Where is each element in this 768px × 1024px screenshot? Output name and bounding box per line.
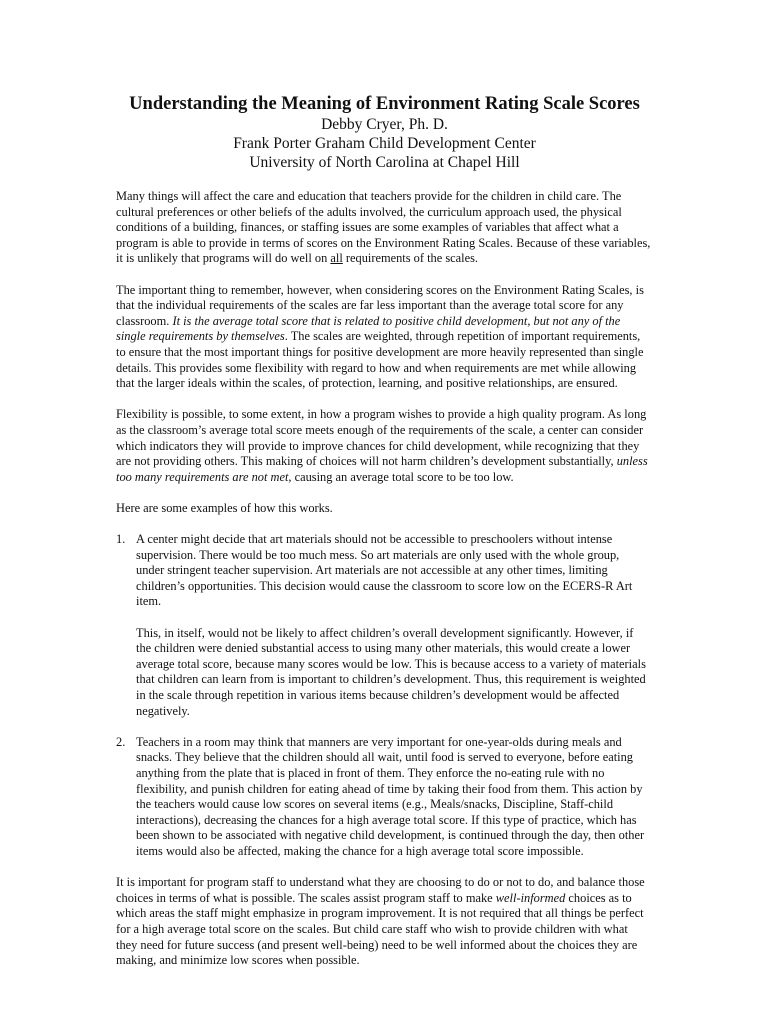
- text-line: [116, 470, 653, 486]
- text-line: It is important for program staff to understand what they are choosing to do or not to do, and balance those: [116, 875, 645, 890]
- paragraph-average-score: [116, 283, 653, 392]
- text-line: making, and minimize low scores when possible.: [116, 953, 360, 968]
- text-line: cultural preferences or other beliefs of the adults involved, the curriculum approach used, the physical: [116, 204, 622, 219]
- italic-text: It is the average total score that is related to positive child development, but not any of the: [172, 313, 621, 328]
- text-line: Teachers in a room may think that manners are very important for one-year-olds during meals and: [136, 734, 622, 749]
- paragraph-examples-intro: [116, 501, 653, 517]
- italic-text: well-informed: [495, 890, 566, 905]
- text-line: in the scale through repetition in various items because children’s development would be affected: [136, 688, 620, 702]
- text-run: are not providing others. This making of choices will not harm children’s development substantially,: [116, 454, 617, 469]
- text-line: flexibility, and punish children for eating ahead of time by taking their food from them. This action by: [136, 781, 643, 796]
- text-line: conditions of a building, finances, or staffing issues are some examples of variables that affect what a: [116, 220, 619, 235]
- text-line: that the individual requirements of the scales are far less important than the average total score for any: [116, 298, 624, 313]
- text-line: which areas the staff might emphasize in program improvement. It is not required that all things be perfect: [116, 906, 644, 921]
- list-item-manners: [116, 735, 653, 860]
- list-number: 2.: [116, 734, 126, 749]
- text-run: choices as to: [565, 890, 632, 905]
- text-line: [116, 314, 653, 330]
- text-line: A center might decide that art materials should not be accessible to preschoolers without intense: [136, 532, 613, 547]
- text-line: as the classroom’s average total score meets enough of the requirements of the scale, a center can consider: [116, 422, 644, 437]
- text-run: , causing an average total score to be too low.: [288, 469, 514, 484]
- organization-name: Frank Porter Graham Child Development Center: [233, 135, 536, 152]
- text-line: the teachers would cause low scores on several items (e.g., Meals/snacks, Discipline, Staff-child: [136, 797, 614, 812]
- text-line: details. This provides some flexibility with regard to how and when requirements are met while allowing: [116, 360, 637, 375]
- text-line: negatively.: [136, 703, 190, 718]
- text-line: [116, 251, 653, 267]
- text-run: requirements of the scales.: [342, 251, 479, 266]
- text-line: snacks. They believe that the children should all wait, until food is served to everyone, before eating: [136, 750, 633, 765]
- text-line: that children can learn from is important to children’s development. Thus, this requirement is weighted: [136, 672, 646, 687]
- text-line: [116, 891, 653, 907]
- italic-text: single requirements by themselves: [116, 329, 285, 344]
- text-line: program is able to provide in terms of scores on the Environment Rating Scales. Because of these variables,: [116, 235, 651, 250]
- text-line: the children were denied substantial access to using many other materials, this would create a lower: [136, 641, 631, 656]
- text-line: average total score, because many scores would be low. This is because access to a variety of materials: [136, 656, 646, 671]
- text-run: choices in terms of what is possible. The scales assist program staff to make: [116, 890, 496, 905]
- paragraph-intro: [116, 189, 653, 267]
- text-line: Flexibility is possible, to some extent, in how a program wishes to provide a high quality program. As long: [116, 407, 647, 422]
- text-line: to ensure that the most important things for positive development are more heavily represented than single: [116, 344, 644, 359]
- university-name: University of North Carolina at Chapel Hill: [249, 154, 520, 171]
- text-line: item.: [136, 594, 162, 609]
- text-line: The important thing to remember, however, when considering scores on the Environment Rating Scales, is: [116, 282, 644, 297]
- text-line: which indicators they will provide to improve chances for child development, while recognizing that they: [116, 438, 640, 453]
- text-line: been shown to be associated with negative child development, is continued through the day, then other: [136, 828, 645, 843]
- text-run: it is unlikely that programs will do well on: [116, 251, 331, 266]
- text-line: Many things will affect the care and education that teachers provide for the children in child care. The: [116, 189, 622, 203]
- underlined-text: all: [330, 251, 343, 266]
- text-line: Here are some examples of how this works.: [116, 500, 333, 515]
- document-title: Understanding the Meaning of Environment Rating Scale Scores: [129, 94, 640, 114]
- text-line: [116, 329, 653, 345]
- text-line: anything from the plate that is placed in front of them. They enforce the no-eating rule with no: [136, 765, 605, 780]
- text-line: under stringent teacher supervision. Art materials are not accessible at any other times, limiting: [136, 563, 608, 578]
- list-item-art-materials: [116, 532, 653, 719]
- author-name: Debby Cryer, Ph. D.: [321, 116, 448, 133]
- italic-text: unless: [616, 454, 648, 469]
- text-line: children’s opportunities. This decision would cause the classroom to score low on the ECERS-R Art: [136, 578, 633, 593]
- text-line: This, in itself, would not be likely to affect children’s overall development significantly. However, if: [136, 625, 634, 640]
- paragraph-conclusion: [116, 875, 653, 969]
- list-number: 1.: [116, 532, 126, 547]
- text-line: items would also be affected, making the chance for a high average total score impossible.: [136, 843, 584, 858]
- text-run: classroom.: [116, 313, 173, 328]
- text-line: interactions), decreasing the chances for a high average total score. If this type of practice, which has: [136, 812, 637, 827]
- text-line: that the larger ideals within the scales, of protection, learning, and positive relationships, are ensured.: [116, 376, 618, 391]
- paragraph-flexibility: [116, 407, 653, 485]
- italic-text: too many requirements are not met: [116, 469, 289, 484]
- text-line: for a high average total score on the scales. But child care staff who wish to provide children with what: [116, 921, 628, 936]
- text-run: . The scales are weighted, through repetition of important requirements,: [284, 329, 641, 344]
- text-line: supervision. There would be too much mess. So art materials are only used with the whole group,: [136, 547, 620, 562]
- document-body: [116, 189, 653, 969]
- text-line: they need for future success (and present well-being) need to be well informed about the choices they are: [116, 937, 638, 952]
- text-line: [116, 454, 653, 470]
